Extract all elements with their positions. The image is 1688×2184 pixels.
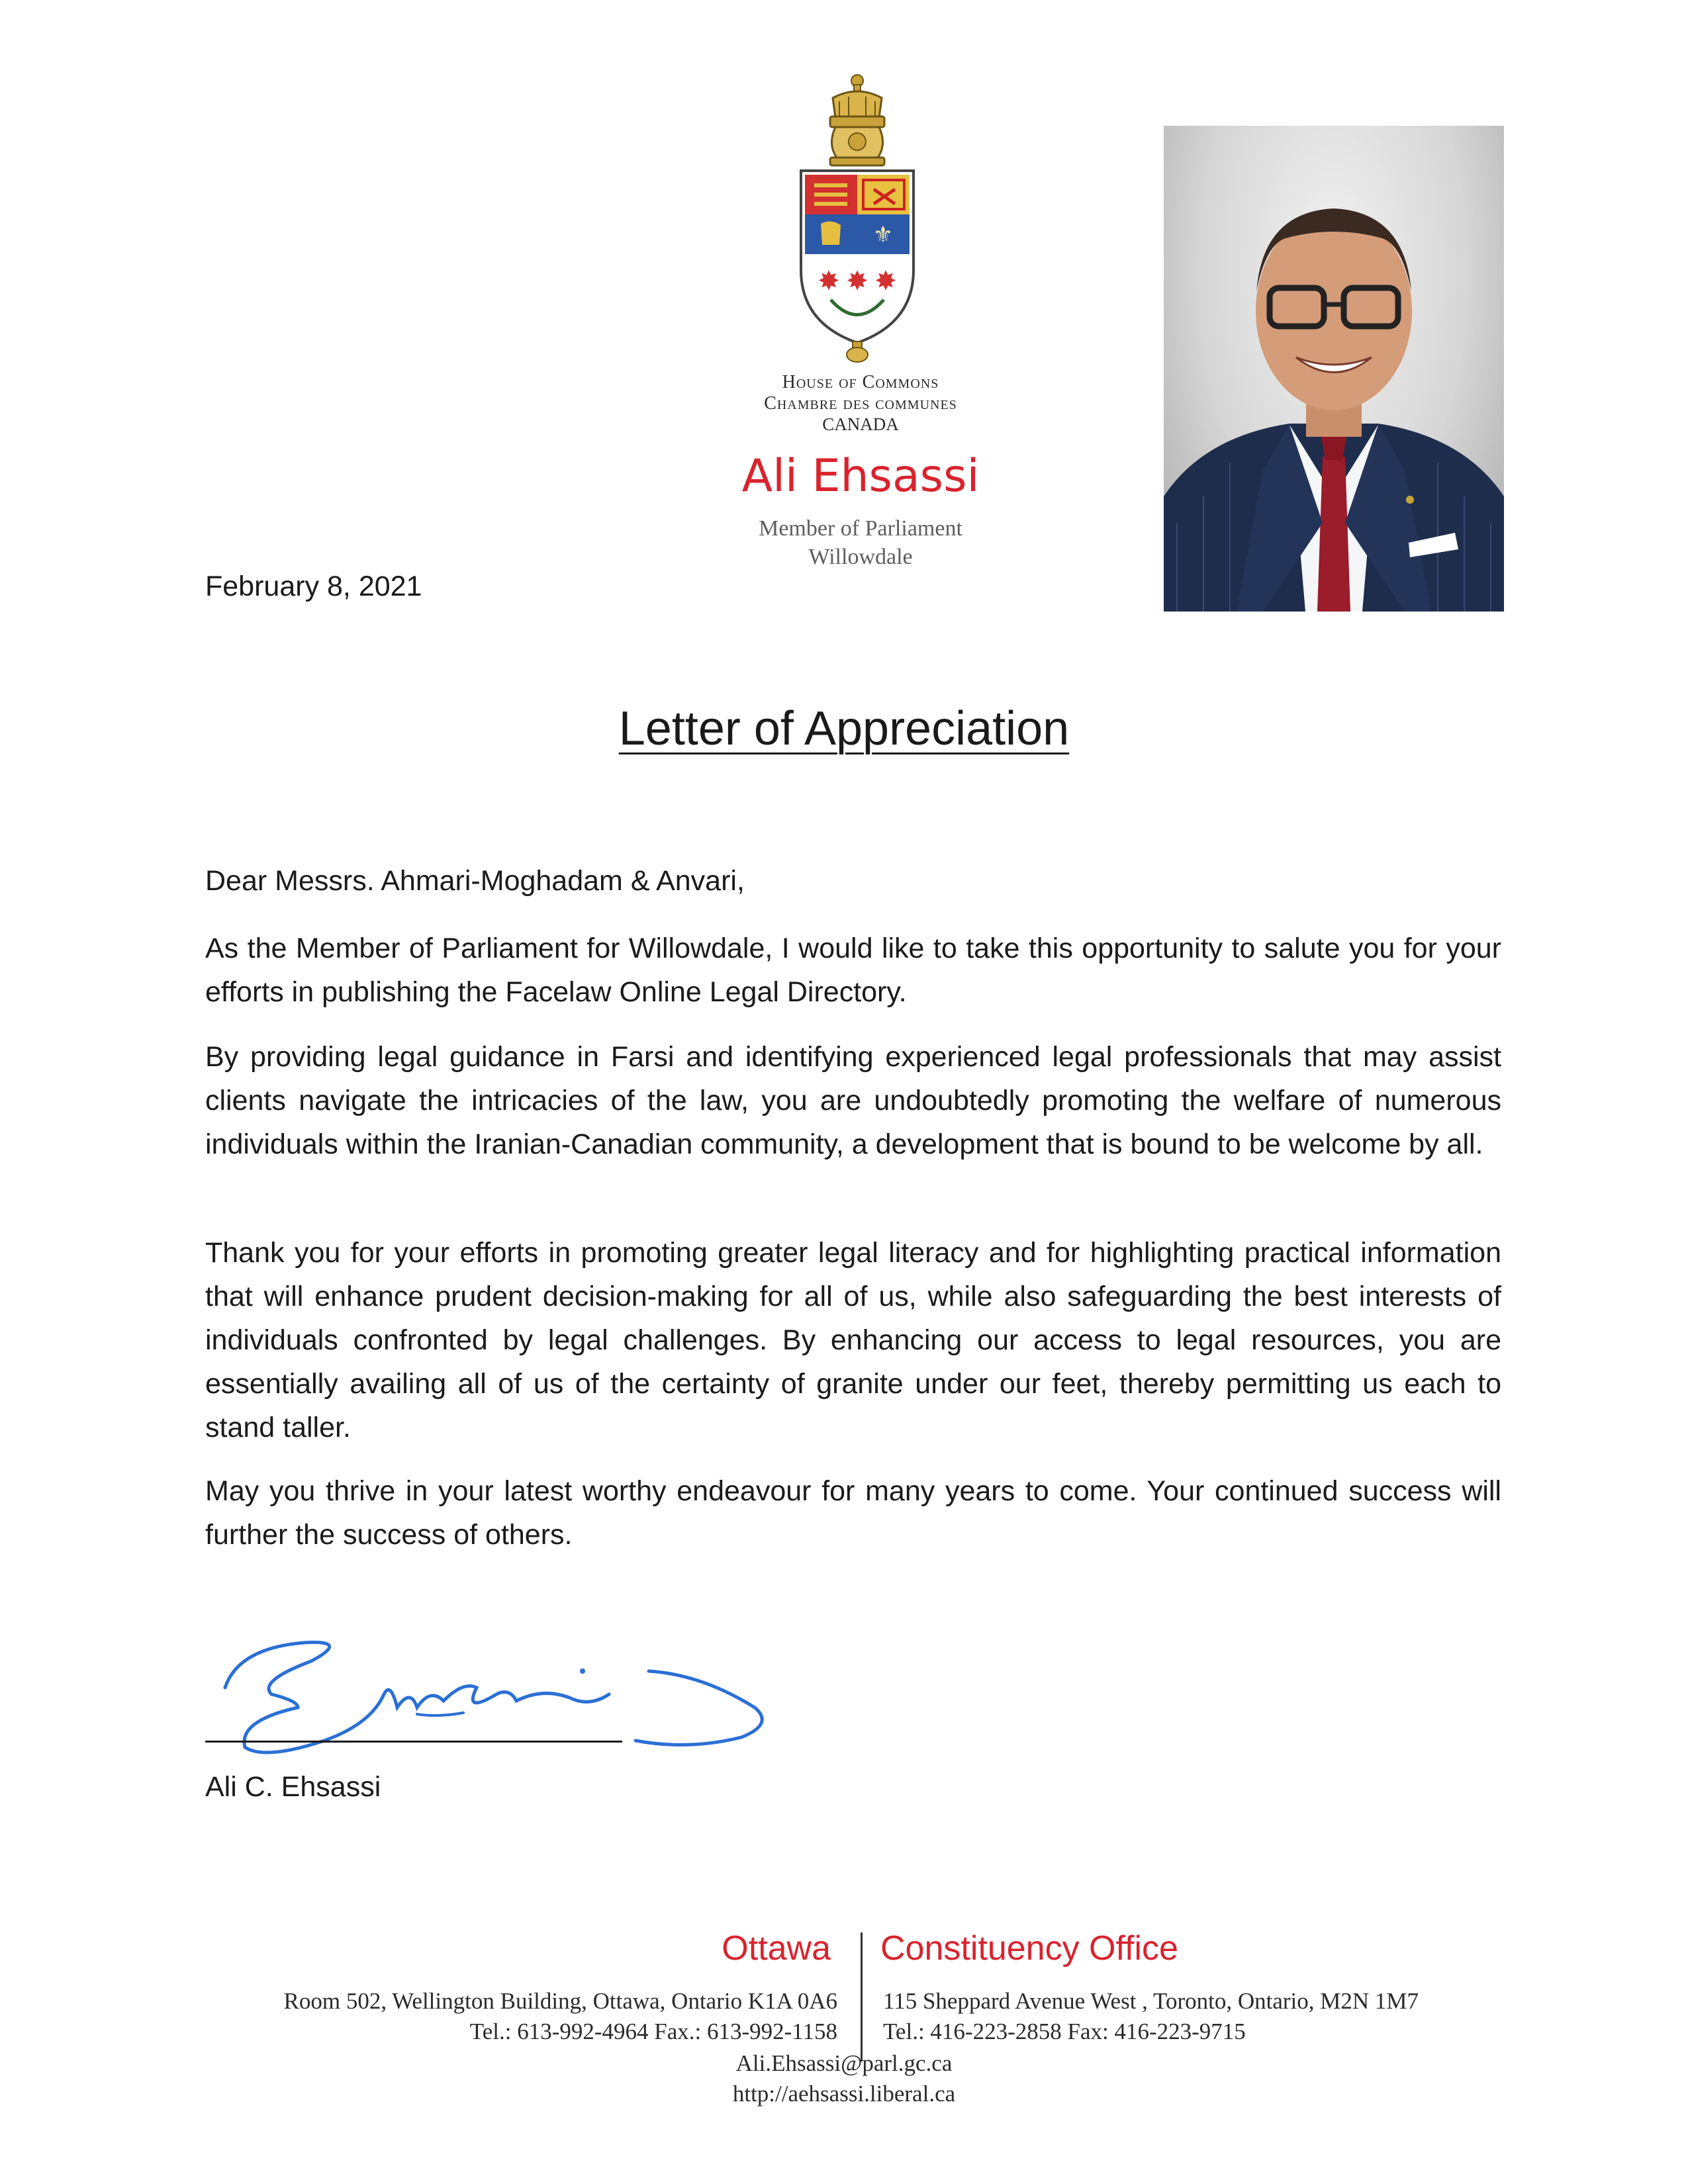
svg-text:⚜: ⚜: [872, 222, 894, 248]
salutation: Dear Messrs. Ahmari-Moghadam & Anvari,: [205, 865, 745, 897]
mp-portrait-photo: [1164, 126, 1504, 612]
ottawa-office-heading: Ottawa: [722, 1929, 831, 1968]
body-paragraph-1: As the Member of Parliament for Willowdale, I would like to take this opportunity to salute you for your efforts in publishing the Facelaw Online Legal Directory.: [205, 933, 1501, 1008]
constituency-address: 115 Sheppard Avenue West , Toronto, Ontario, M2N 1M7: [883, 1988, 1419, 2014]
mp-riding: Willowdale: [808, 545, 913, 569]
chambre-des-communes-label: Chambre des communes: [764, 393, 957, 414]
svg-text:✸: ✸: [846, 266, 868, 296]
website-url: http://aehsassi.liberal.ca: [732, 2081, 956, 2107]
signatory-name: Ali C. Ehsassi: [205, 1771, 381, 1803]
svg-text:✸: ✸: [818, 266, 840, 296]
svg-text:✸: ✸: [874, 266, 897, 296]
email-address: Ali.Ehsassi@parl.gc.ca: [735, 2050, 953, 2076]
signature-line: [205, 1741, 622, 1743]
handwritten-signature: [199, 1608, 781, 1760]
constituency-office-heading: Constituency Office: [880, 1929, 1178, 1968]
ottawa-address: Room 502, Wellington Building, Ottawa, Ontario K1A 0A6: [283, 1988, 837, 2014]
constituency-phone-fax: Tel.: 416-223-2858 Fax: 416-223-9715: [883, 2019, 1246, 2044]
house-of-commons-label: House of Commons: [782, 372, 939, 392]
mp-title: Member of Parliament: [759, 516, 962, 541]
body-paragraph-4: May you thrive in your latest worthy endeavour for many years to come. Your continued success will further the success of others.: [205, 1475, 1501, 1551]
body-paragraph-3: Thank you for your efforts in promoting greater legal literacy and for highlighting practical information that will enhance prudent decision-making for all of us, while also safeguarding the best interests of individuals confronted by legal challenges. By enhancing our access to legal resources, you are essentially availing all of us of the certainty of granite under our feet, thereby permitting us each to stand taller.: [205, 1237, 1501, 1443]
mp-name-heading: Ali Ehsassi: [741, 450, 980, 502]
body-paragraph-2: By providing legal guidance in Farsi and identifying experienced legal professionals that may assist clients navigate the intricacies of the law, you are undoubtedly promoting the welfare of numerous individuals within the Iranian-Canadian community, a development that is bound to be welcome by all.: [205, 1041, 1501, 1160]
letter-title: Letter of Appreciation: [618, 702, 1070, 755]
ottawa-phone-fax: Tel.: 613-992-4964 Fax.: 613-992-1158: [469, 2019, 837, 2044]
footer-divider: [861, 1933, 863, 2062]
country-label: CANADA: [822, 414, 899, 434]
portrait-illustration-icon: [1164, 126, 1504, 612]
house-of-commons-crest-icon: [781, 71, 933, 363]
letter-date: February 8, 2021: [205, 570, 422, 602]
